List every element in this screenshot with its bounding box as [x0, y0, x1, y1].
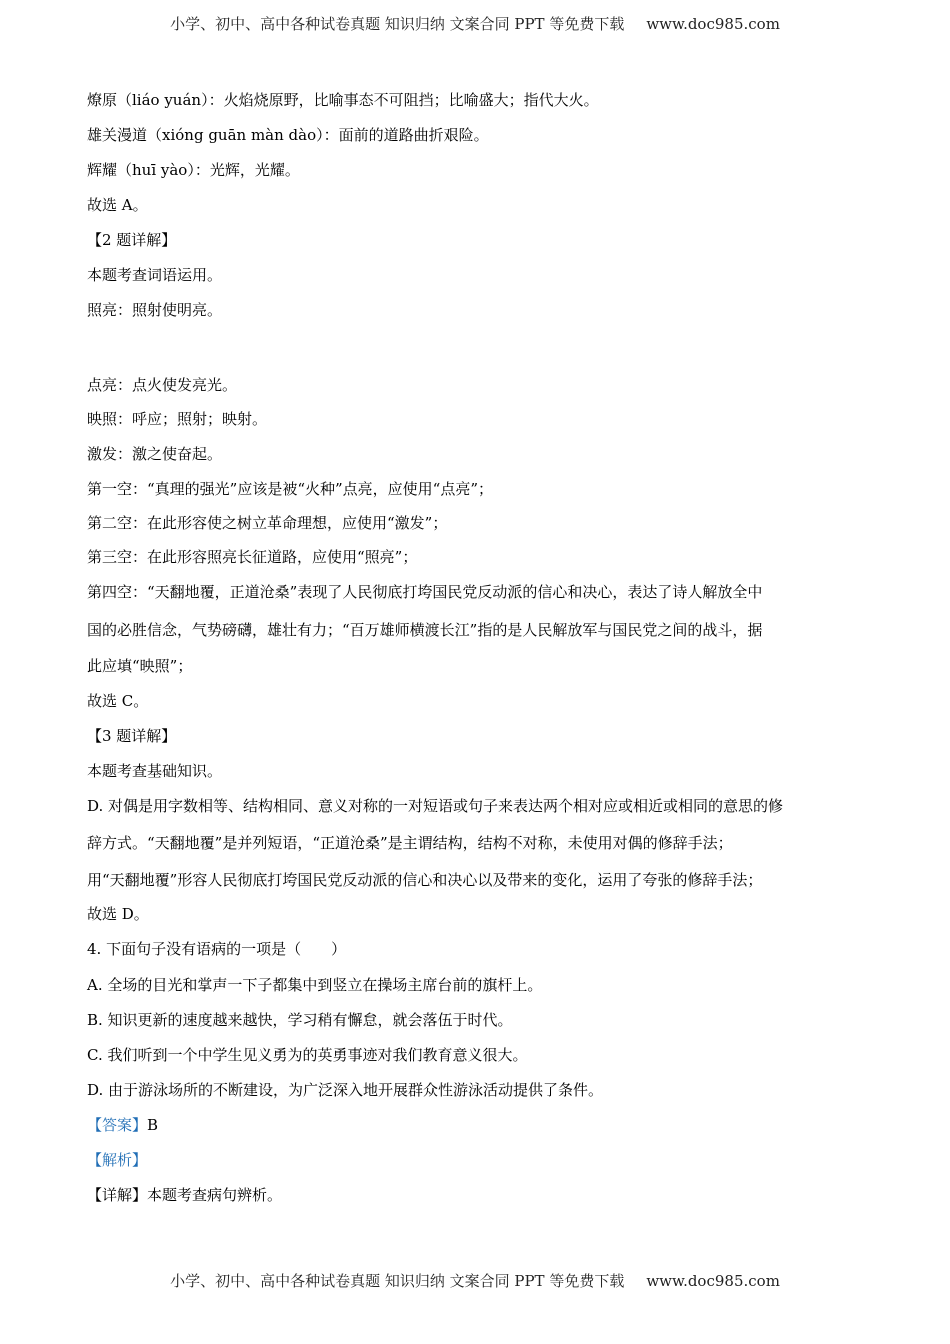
footer-site-link[interactable]: www.doc985.com	[646, 1272, 780, 1290]
header-text: 小学、初中、高中各种试卷真题 知识归纳 文案合同 PPT 等免费下载	[170, 15, 625, 33]
text-line: 第一空：“真理的强光”应该是被“火种”点亮，应使用“点亮”；	[87, 480, 494, 498]
text-line: 用“天翻地覆”形容人民彻底打垮国民党反动派的信心和决心以及带来的变化，运用了夸张的修辞手法；	[87, 871, 763, 889]
analysis-line	[87, 1150, 147, 1170]
text-line: 第二空：在此形容使之树立革命理想，应使用“激发”；	[87, 514, 448, 532]
text-line: 照亮：照射使明亮。	[87, 301, 223, 319]
option-a: A. 全场的目光和掌声一下子都集中到竖立在操场主席台前的旗杆上。	[87, 976, 543, 994]
detail-text: 本题考查病句辨析。	[147, 1186, 283, 1204]
text-line: 燎原（liáo yuán）：火焰烧原野，比喻事态不可阻挡；比喻盛大；指代大火。	[87, 91, 599, 109]
detail-tag: 【详解】	[87, 1186, 148, 1204]
question-stem: 4. 下面句子没有语病的一项是（ ）	[87, 940, 347, 958]
text-line: 国的必胜信念，气势磅礴，雄壮有力；“百万雄师横渡长江”指的是人民解放军与国民党之间的战斗，据	[87, 621, 763, 639]
text-line: 映照：呼应；照射；映射。	[87, 410, 268, 428]
text-line: 辞方式。“天翻地覆”是并列短语，“正道沧桑”是主谓结构，结构不对称，未使用对偶的修辞手法；	[87, 834, 733, 852]
answer-tag: 【答案】	[87, 1116, 148, 1134]
option-c: C. 我们听到一个中学生见义勇为的英勇事迹对我们教育意义很大。	[87, 1046, 528, 1064]
footer-text: 小学、初中、高中各种试卷真题 知识归纳 文案合同 PPT 等免费下载	[170, 1272, 625, 1290]
detail-line	[87, 1185, 282, 1205]
text-line: D. 对偶是用字数相等、结构相同、意义对称的一对短语或句子来表达两个相对应或相近或相同的意思的修	[87, 797, 784, 815]
answer-line	[87, 1115, 158, 1135]
section-heading: 【3 题详解】	[87, 727, 177, 745]
text-line: 故选 A。	[87, 196, 148, 214]
text-line: 故选 D。	[87, 905, 149, 923]
text-line: 本题考查词语运用。	[87, 266, 223, 284]
text-line: 点亮：点火使发亮光。	[87, 376, 238, 394]
text-line: 辉耀（huī yào）：光辉，光耀。	[87, 161, 300, 179]
page-footer	[0, 1270, 950, 1291]
text-line: 雄关漫道（xióng guān màn dào）：面前的道路曲折艰险。	[87, 126, 489, 144]
text-line: 故选 C。	[87, 692, 149, 710]
text-line: 第三空：在此形容照亮长征道路，应使用“照亮”；	[87, 548, 418, 566]
text-line: 本题考查基础知识。	[87, 762, 223, 780]
text-line: 第四空：“天翻地覆，正道沧桑”表现了人民彻底打垮国民党反动派的信心和决心，表达了诗人解放全中	[87, 583, 763, 601]
analysis-tag: 【解析】	[87, 1151, 148, 1169]
page-header	[0, 13, 950, 34]
text-line: 激发：激之使奋起。	[87, 445, 223, 463]
answer-value: B	[147, 1116, 159, 1134]
section-heading: 【2 题详解】	[87, 231, 177, 249]
text-line: 此应填“映照”；	[87, 657, 193, 675]
option-b: B. 知识更新的速度越来越快，学习稍有懈怠，就会落伍于时代。	[87, 1011, 513, 1029]
option-d: D. 由于游泳场所的不断建设，为广泛深入地开展群众性游泳活动提供了条件。	[87, 1081, 604, 1099]
header-site-link[interactable]: www.doc985.com	[646, 15, 780, 33]
